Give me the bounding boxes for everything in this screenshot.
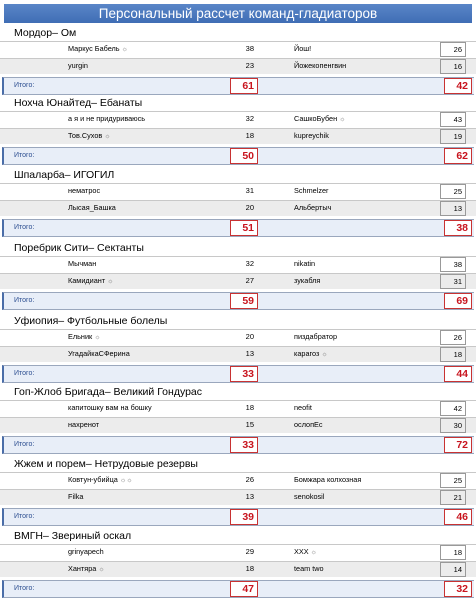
home-player-name: Маркус Бабель bbox=[68, 44, 120, 53]
home-player-score: 13 bbox=[245, 349, 254, 358]
total-row bbox=[2, 436, 474, 454]
away-team-total: 44 bbox=[444, 366, 472, 382]
away-player bbox=[294, 61, 346, 70]
home-player-score: 18 bbox=[245, 131, 254, 140]
away-player-name: карагоз bbox=[294, 349, 320, 358]
sun-icon: ☼ bbox=[94, 334, 101, 341]
away-player bbox=[294, 547, 317, 556]
away-player bbox=[294, 44, 311, 53]
home-player bbox=[68, 114, 145, 123]
away-player-name: senokosil bbox=[294, 492, 325, 501]
home-player-score: 31 bbox=[245, 186, 254, 195]
home-player bbox=[68, 131, 111, 140]
home-player-score: 26 bbox=[245, 475, 254, 484]
home-player-score: 32 bbox=[245, 114, 254, 123]
player-row bbox=[0, 489, 476, 505]
home-player-name: а я и не придуриваюсь bbox=[68, 114, 146, 123]
home-player-score: 13 bbox=[245, 492, 254, 501]
home-player bbox=[68, 186, 100, 195]
home-player-score: 27 bbox=[245, 276, 254, 285]
away-player bbox=[294, 276, 320, 285]
match-title: Гоп-Жлоб Бригада– Великий Гондурас bbox=[14, 386, 203, 398]
away-player bbox=[294, 131, 329, 140]
home-player-name: нематрос bbox=[68, 186, 101, 195]
away-player-score: 18 bbox=[440, 347, 466, 362]
away-player bbox=[294, 492, 324, 501]
player-row bbox=[0, 329, 476, 345]
sun-icon: ☼☼ bbox=[119, 477, 133, 484]
sun-icon: ☼ bbox=[339, 116, 346, 123]
total-label: Итого: bbox=[14, 370, 35, 377]
home-player bbox=[68, 564, 105, 573]
away-team-total: 38 bbox=[444, 220, 472, 236]
away-player bbox=[294, 475, 361, 484]
away-player-score: 42 bbox=[440, 401, 466, 416]
home-player bbox=[68, 44, 128, 53]
away-team-total: 62 bbox=[444, 148, 472, 164]
away-player bbox=[294, 332, 337, 341]
away-player-name: Schmelzer bbox=[294, 186, 329, 195]
player-row bbox=[0, 472, 476, 488]
away-team-total: 46 bbox=[444, 509, 472, 525]
home-player-score: 23 bbox=[245, 61, 254, 70]
home-player-name: УгадайкаСФерина bbox=[68, 349, 130, 358]
player-row bbox=[0, 544, 476, 560]
sun-icon: ☼ bbox=[121, 46, 129, 53]
away-player-score: 13 bbox=[440, 201, 466, 216]
home-player-score: 20 bbox=[245, 332, 254, 341]
away-player-name: team two bbox=[294, 564, 324, 573]
away-player-score: 18 bbox=[440, 545, 466, 560]
home-player bbox=[68, 203, 116, 212]
home-player-name: Лысая_Башка bbox=[68, 203, 116, 212]
player-row bbox=[0, 183, 476, 199]
away-player-score: 16 bbox=[440, 59, 466, 74]
player-row bbox=[0, 128, 476, 144]
away-player-score: 14 bbox=[440, 562, 466, 577]
home-team-total: 47 bbox=[230, 581, 258, 597]
home-player-name: Ельник bbox=[68, 332, 93, 341]
total-row bbox=[2, 365, 474, 383]
home-team-total: 39 bbox=[230, 509, 258, 525]
match-title: Нохча Юнайтед– Ебанаты bbox=[14, 97, 143, 109]
away-player-score: 25 bbox=[440, 473, 466, 488]
match-title: Уфиопия– Футбольные болелы bbox=[14, 315, 168, 327]
away-player bbox=[294, 420, 323, 429]
player-row bbox=[0, 346, 476, 362]
home-team-total: 61 bbox=[230, 78, 258, 94]
away-player bbox=[294, 114, 346, 123]
total-label: Итого: bbox=[14, 513, 35, 520]
home-player-name: grinyapech bbox=[68, 547, 104, 556]
away-team-total: 42 bbox=[444, 78, 472, 94]
home-player-name: Хантяра bbox=[68, 564, 97, 573]
match-title: Мордор– Ом bbox=[14, 27, 77, 39]
player-row bbox=[0, 200, 476, 216]
total-row bbox=[2, 508, 474, 526]
home-player bbox=[68, 349, 130, 358]
total-label: Итого: bbox=[14, 441, 35, 448]
total-label: Итого: bbox=[14, 224, 35, 231]
home-player-score: 29 bbox=[245, 547, 254, 556]
away-player-name: Бомжара колхозная bbox=[294, 475, 362, 484]
home-player bbox=[68, 475, 133, 484]
player-row bbox=[0, 256, 476, 272]
home-player-name: Тов.Сухов bbox=[68, 131, 103, 140]
away-player bbox=[294, 203, 331, 212]
home-player-score: 32 bbox=[245, 259, 254, 268]
away-player-name: зукабля bbox=[294, 276, 321, 285]
player-row bbox=[0, 111, 476, 127]
home-player-name: yurgin bbox=[68, 61, 88, 70]
away-player-score: 26 bbox=[440, 330, 466, 345]
total-label: Итого: bbox=[14, 585, 35, 592]
away-player-score: 21 bbox=[440, 490, 466, 505]
match-title: Шпаларба– ИГОГИЛ bbox=[14, 169, 115, 181]
away-player-score: 30 bbox=[440, 418, 466, 433]
total-label: Итого: bbox=[14, 297, 35, 304]
sun-icon: ☼ bbox=[310, 549, 318, 556]
sheet-title: Персональный рассчет команд-гладиаторов bbox=[4, 4, 472, 23]
home-player-name: Ковтун-убийца bbox=[68, 475, 118, 484]
away-player-name: Йожекопенгвин bbox=[294, 61, 347, 70]
home-player-score: 18 bbox=[245, 564, 254, 573]
away-team-total: 69 bbox=[444, 293, 472, 309]
home-team-total: 33 bbox=[230, 437, 258, 453]
away-team-total: 72 bbox=[444, 437, 472, 453]
away-player-name: пиздабратор bbox=[294, 332, 338, 341]
away-player-score: 25 bbox=[440, 184, 466, 199]
home-player-name: Камидиант bbox=[68, 276, 106, 285]
away-player-score: 19 bbox=[440, 129, 466, 144]
sun-icon: ☼ bbox=[104, 133, 111, 140]
home-player-name: капитошку вам на бошку bbox=[68, 403, 152, 412]
home-team-total: 51 bbox=[230, 220, 258, 236]
player-row bbox=[0, 58, 476, 74]
sun-icon: ☼ bbox=[107, 278, 114, 285]
home-player-name: нахренот bbox=[68, 420, 100, 429]
match-title: Поребрик Сити– Сектанты bbox=[14, 242, 144, 254]
home-player-name: Filka bbox=[68, 492, 84, 501]
away-player-name: nikatin bbox=[294, 259, 316, 268]
away-player-score: 26 bbox=[440, 42, 466, 57]
away-player-name: neofit bbox=[294, 403, 312, 412]
home-player-score: 20 bbox=[245, 203, 254, 212]
home-team-total: 50 bbox=[230, 148, 258, 164]
away-player-name: Альбертыч bbox=[294, 203, 332, 212]
home-player bbox=[68, 420, 99, 429]
total-row bbox=[2, 77, 474, 95]
home-player bbox=[68, 332, 101, 341]
match-title: ВМГН– Звериный оскал bbox=[14, 530, 132, 542]
player-row bbox=[0, 561, 476, 577]
home-player bbox=[68, 547, 104, 556]
player-row bbox=[0, 41, 476, 57]
home-team-total: 59 bbox=[230, 293, 258, 309]
total-row bbox=[2, 219, 474, 237]
total-label: Итого: bbox=[14, 82, 35, 89]
away-player-score: 31 bbox=[440, 274, 466, 289]
player-row bbox=[0, 273, 476, 289]
home-team-total: 33 bbox=[230, 366, 258, 382]
home-player-score: 15 bbox=[245, 420, 254, 429]
home-player-name: Мычман bbox=[68, 259, 97, 268]
total-row bbox=[2, 147, 474, 165]
away-team-total: 32 bbox=[444, 581, 472, 597]
sun-icon: ☼ bbox=[321, 351, 328, 358]
away-player-name: XXX bbox=[294, 547, 309, 556]
away-player bbox=[294, 259, 315, 268]
home-player-score: 38 bbox=[245, 44, 254, 53]
total-row bbox=[2, 292, 474, 310]
home-player-score: 18 bbox=[245, 403, 254, 412]
away-player bbox=[294, 186, 328, 195]
home-player bbox=[68, 492, 83, 501]
away-player bbox=[294, 564, 324, 573]
home-player bbox=[68, 403, 152, 412]
away-player-score: 43 bbox=[440, 112, 466, 127]
home-player bbox=[68, 276, 114, 285]
home-player bbox=[68, 61, 88, 70]
away-player-name: Йош! bbox=[294, 44, 312, 53]
match-title: Жжем и порем– Нетрудовые резервы bbox=[14, 458, 198, 470]
total-row bbox=[2, 580, 474, 598]
away-player-score: 38 bbox=[440, 257, 466, 272]
away-player bbox=[294, 403, 312, 412]
away-player-name: ослопЕс bbox=[294, 420, 323, 429]
away-player-name: kupreychik bbox=[294, 131, 329, 140]
home-player bbox=[68, 259, 96, 268]
sun-icon: ☼ bbox=[98, 566, 105, 573]
away-player-name: СашкоБубен bbox=[294, 114, 338, 123]
player-row bbox=[0, 400, 476, 416]
total-label: Итого: bbox=[14, 152, 35, 159]
away-player bbox=[294, 349, 328, 358]
player-row bbox=[0, 417, 476, 433]
